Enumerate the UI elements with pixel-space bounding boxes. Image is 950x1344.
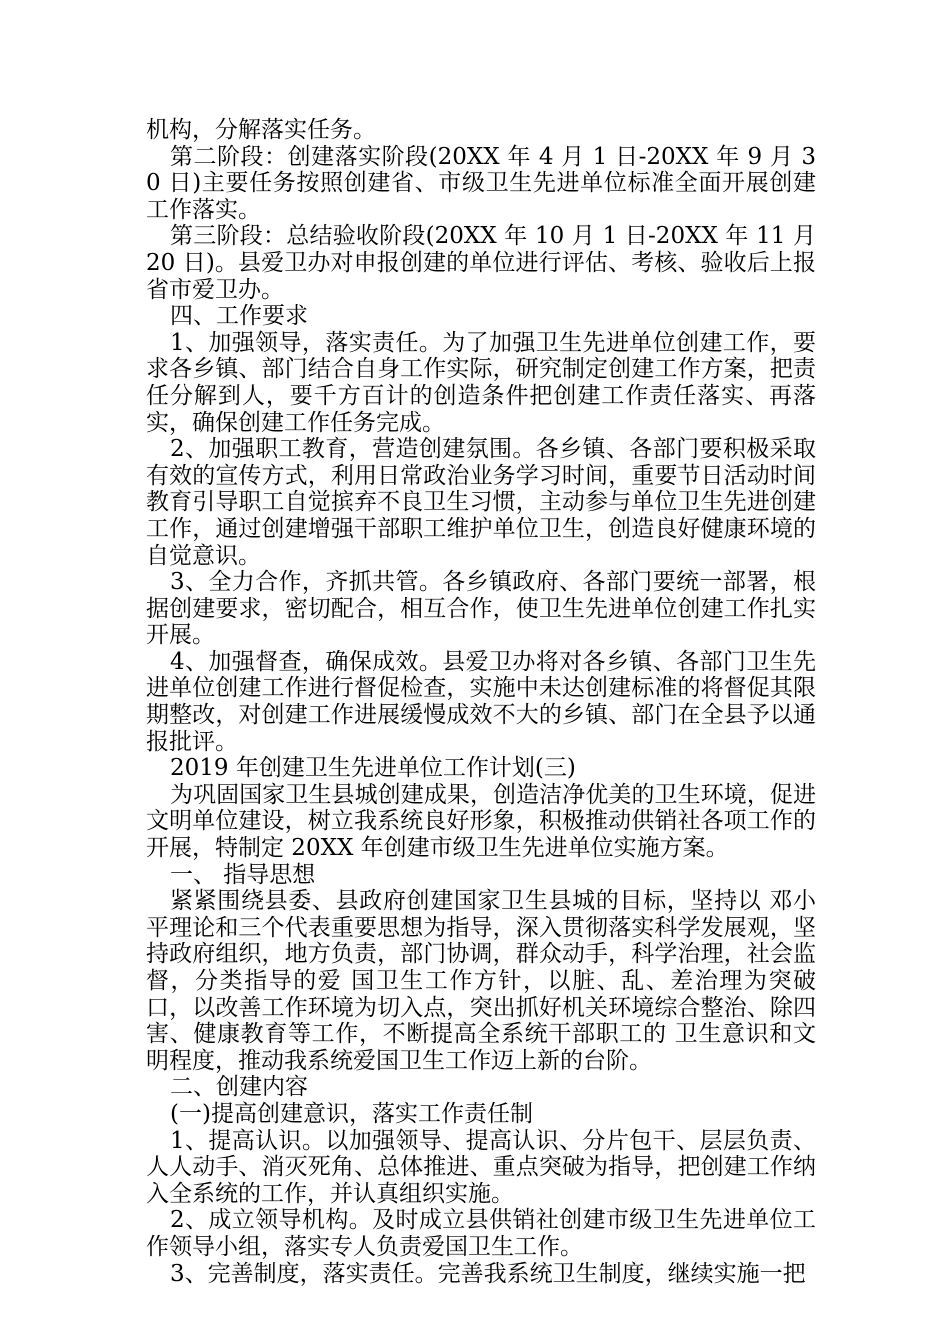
section-heading-creation-content: 二、创建内容 (170, 1074, 308, 1101)
paragraph-1: 机构，分解落实任务。 (146, 117, 376, 143)
section-heading-work-requirements: 四、工作要求 (170, 303, 308, 330)
document-title-plan-3: 2019 年创建卫生先进单位工作计划(三) (170, 755, 576, 782)
paragraph-content-3: 3、完善制度，落实责任。完善我系统卫生制度，继续实施一把 (170, 1260, 806, 1287)
paragraph-stage-two: 第二阶段：创建落实阶段(20XX 年 4 月 1 日-20XX 年 9 月 30 日)主要任务按照创建省、市级卫生先进单位标准全面开展创建工作落实。 (146, 143, 816, 223)
paragraph-requirement-1: 1、加强领导，落实责任。为了加强卫生先进单位创建工作，要求各乡镇、部门结合自身工作实际，研究制定创建工作方案，把责任分解到人，要千方百计的创造条件把创建工作责任落实、再落实，确保创建工作任务完成。 (146, 329, 816, 436)
paragraph-stage-three: 第三阶段：总结验收阶段(20XX 年 10 月 1 日-20XX 年 11 月 20 日)。县爱卫办对申报创建的单位进行评估、考核、验收后上报省市爱卫办。 (146, 223, 816, 303)
paragraph-guiding-ideology: 紧紧围绕县委、县政府创建国家卫生县城的目标，坚持以 邓小平理论和三个代表重要思想为指导，深入贯彻落实科学发展观，坚持政府组织，地方负责，部门协调，群众动手，科学治理，社会监督，分类指导的爱 国卫生工作方针，以脏、乱、差治理为突破口，以改善工作环境为切入点，突出抓好机关环境综合整治、除四害、健康教育等工作，不断提高全系统干部职工的 卫生意识和文明程度，推动我系统爱国卫生工作迈上新的台阶。 (146, 888, 816, 1074)
section-heading-guiding-ideology: 一、 指导思想 (170, 861, 316, 888)
paragraph-requirement-3: 3、全力合作，齐抓共管。各乡镇政府、各部门要统一部署，根据创建要求，密切配合，相互合作，使卫生先进单位创建工作扎实开展。 (146, 569, 816, 649)
paragraph-requirement-2: 2、加强职工教育，营造创建氛围。各乡镇、各部门要积极采取有效的宣传方式，利用日常政治业务学习时间，重要节日活动时间教育引导职工自觉摈弃不良卫生习惯，主动参与单位卫生先进创建工作，通过创建增强干部职工维护单位卫生，创造良好健康环境的自觉意识。 (146, 436, 816, 569)
document-body (146, 117, 816, 1287)
paragraph-content-2: 2、成立领导机构。及时成立县供销社创建市级卫生先进单位工作领导小组，落实专人负责爱国卫生工作。 (146, 1207, 816, 1260)
paragraph-plan-intro: 为巩固国家卫生县城创建成果，创造洁净优美的卫生环境，促进文明单位建设，树立我系统良好形象，积极推动供销社各项工作的开展，特制定 20XX 年创建市级卫生先进单位实施方案。 (146, 781, 816, 862)
paragraph-content-1: 1、提高认识。以加强领导、提高认识、分片包干、层层负责、人人动手、消灭死角、总体推进、重点突破为指导，把创建工作纳入全系统的工作，并认真组织实施。 (146, 1127, 816, 1207)
paragraph-requirement-4: 4、加强督查，确保成效。县爱卫办将对各乡镇、各部门卫生先进单位创建工作进行督促检查，实施中未达创建标准的将督促其限期整改，对创建工作进展缓慢成效不大的乡镇、部门在全县予以通报批评。 (146, 648, 816, 755)
subsection-heading-responsibility: (一)提高创建意识，落实工作责任制 (170, 1100, 533, 1127)
